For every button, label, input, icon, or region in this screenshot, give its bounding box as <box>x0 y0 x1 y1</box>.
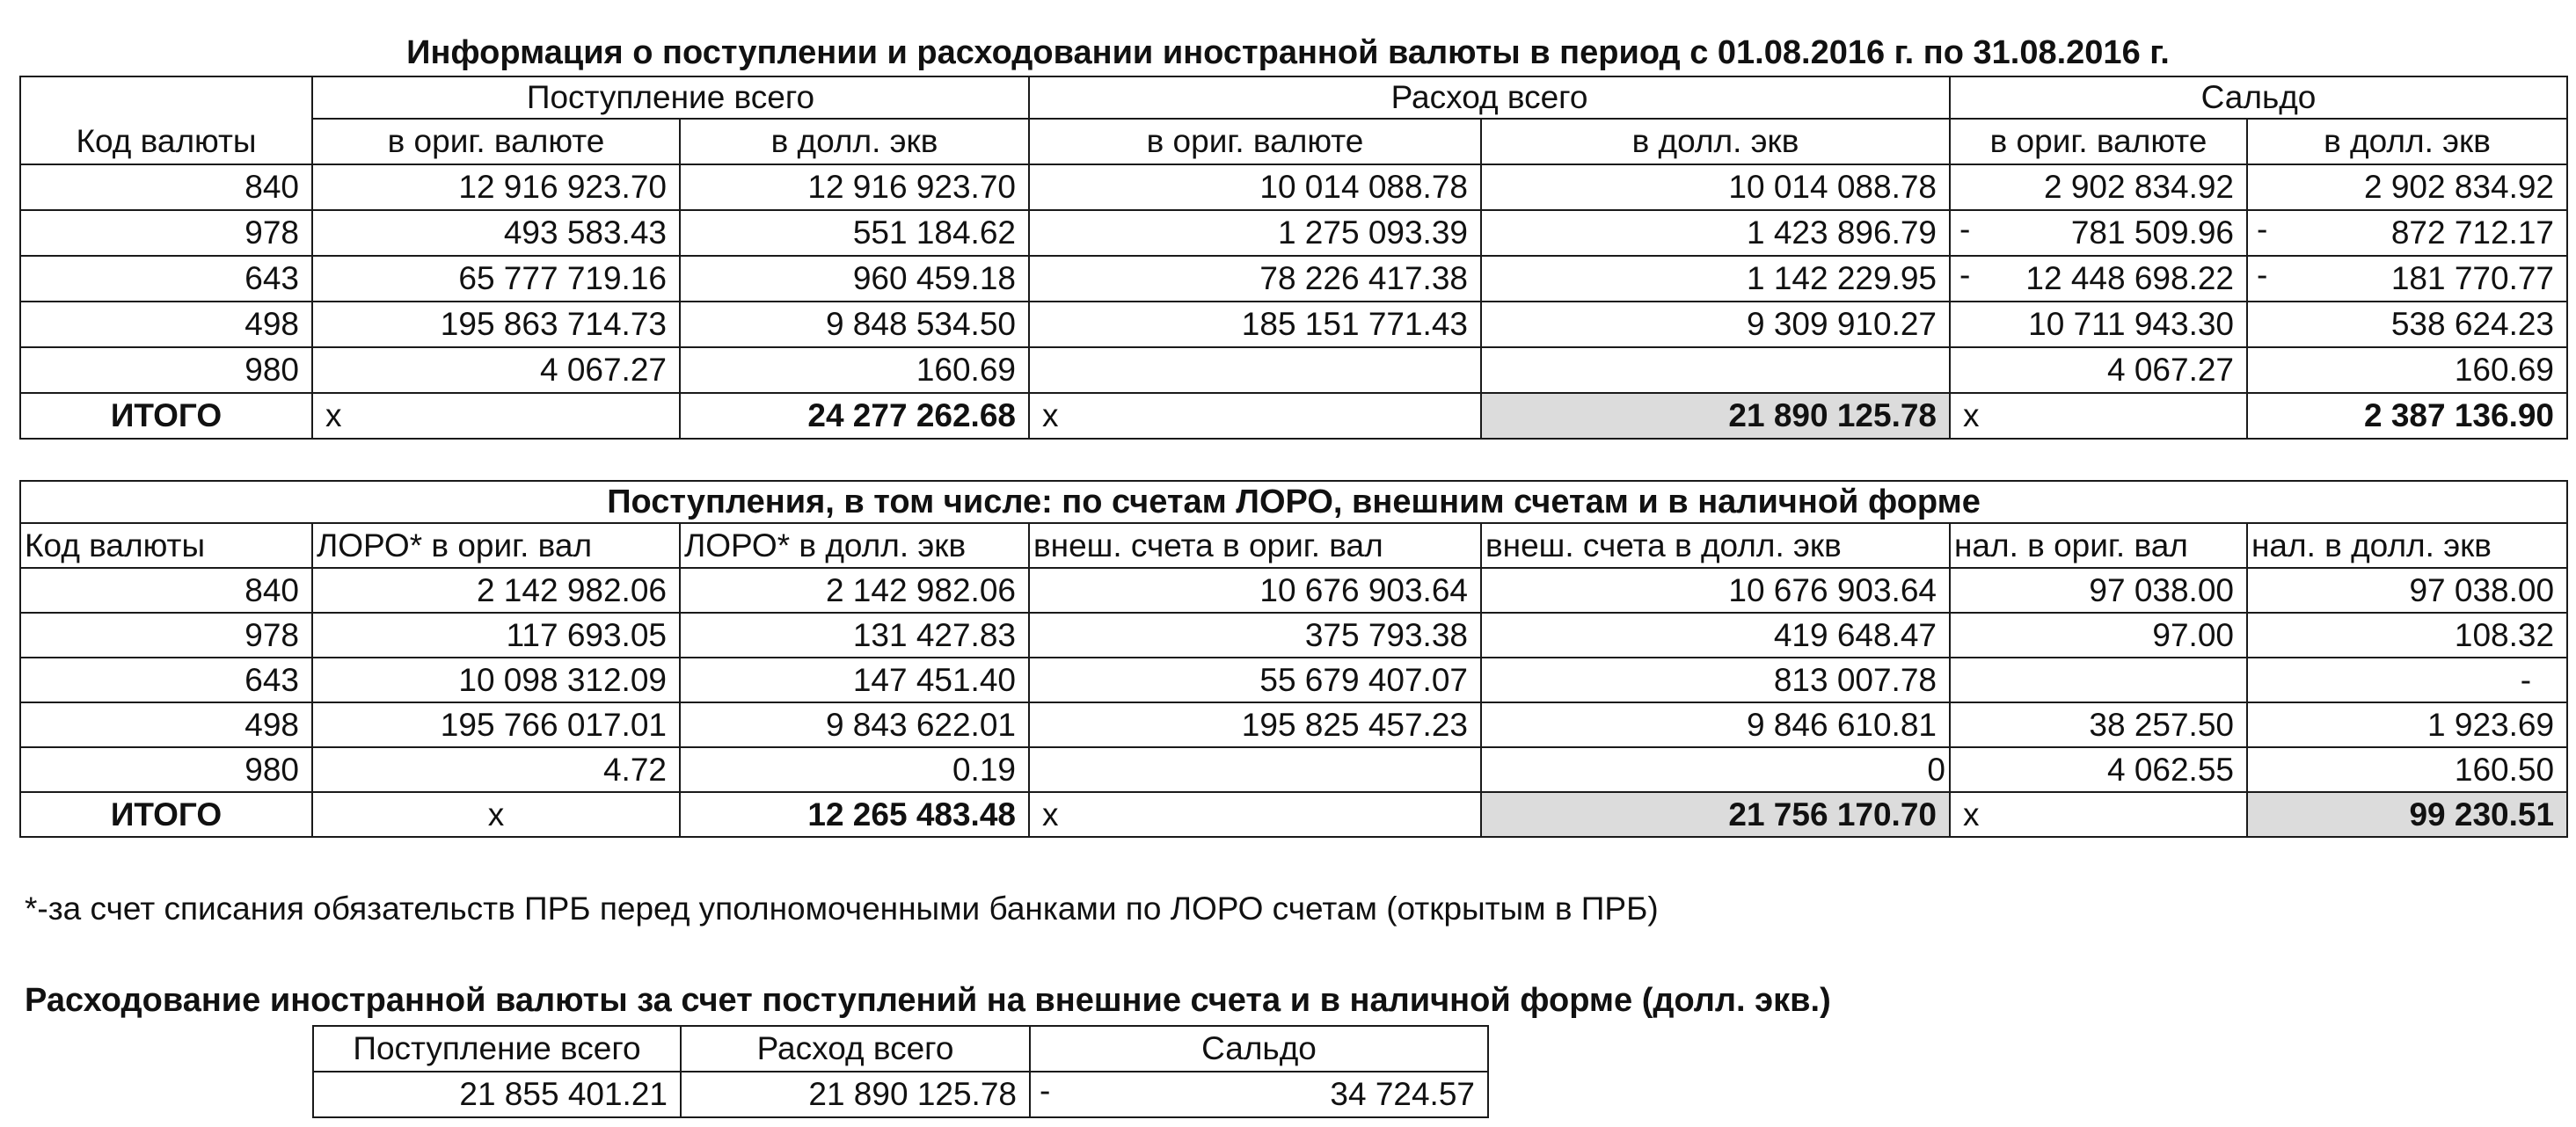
ext-usd: 419 648.47 <box>1481 613 1950 658</box>
total-row <box>20 393 2567 439</box>
balance-usd <box>2247 256 2567 302</box>
income-breakdown-table <box>19 480 2568 838</box>
column-header-code: Код валюты <box>20 523 312 568</box>
loro-usd: 0.19 <box>680 747 1029 792</box>
expense-orig: 78 226 417.38 <box>1029 256 1481 302</box>
summary-income: 21 855 401.21 <box>313 1072 681 1117</box>
column-header-loro-usd: ЛОРО* в долл. экв <box>680 523 1029 568</box>
table-row <box>20 210 2567 256</box>
currency-code: 643 <box>20 658 312 702</box>
summary-expense: 21 890 125.78 <box>681 1072 1030 1117</box>
expense-orig: 1 275 093.39 <box>1029 210 1481 256</box>
income-orig: 12 916 923.70 <box>312 164 680 210</box>
subheader-expense-orig: в ориг. валюте <box>1029 119 1481 164</box>
ext-orig: 195 825 457.23 <box>1029 702 1481 747</box>
column-header-income: Поступление всего <box>313 1026 681 1072</box>
balance-usd-value: 181 770.77 <box>2390 260 2555 296</box>
summary-balance <box>1030 1072 1488 1117</box>
income-usd: 160.69 <box>680 347 1029 393</box>
income-orig: 65 777 719.16 <box>312 256 680 302</box>
table-row <box>20 164 2567 210</box>
table-row <box>20 613 2567 658</box>
minus-sign: - <box>1959 257 1971 293</box>
column-header-ext-orig: внеш. счета в ориг. вал <box>1029 523 1481 568</box>
currency-code: 643 <box>20 256 312 302</box>
subheader-balance-usd: в долл. экв <box>2247 119 2567 164</box>
column-header-code: Код валюты <box>20 76 312 164</box>
minus-sign: - <box>2257 257 2268 293</box>
loro-usd: 2 142 982.06 <box>680 568 1029 613</box>
expense-usd: 1 423 896.79 <box>1481 210 1950 256</box>
ext-usd: 0 <box>1481 747 1950 792</box>
income-usd: 9 848 534.50 <box>680 302 1029 347</box>
cash-orig: 38 257.50 <box>1950 702 2247 747</box>
balance-orig <box>1950 347 2247 393</box>
balance-usd <box>2247 347 2567 393</box>
total-expense-orig: x <box>1029 393 1481 439</box>
total-loro-usd: 12 265 483.48 <box>680 792 1029 837</box>
total-balance-usd: 2 387 136.90 <box>2247 393 2567 439</box>
expense-orig: 10 014 088.78 <box>1029 164 1481 210</box>
table-title: Поступления, в том числе: по счетам ЛОРО, внешним счетам и в наличной форме <box>20 481 2567 523</box>
balance-usd-value: 2 902 834.92 <box>2363 169 2555 205</box>
ext-usd: 813 007.78 <box>1481 658 1950 702</box>
currency-code: 498 <box>20 702 312 747</box>
currency-code: 980 <box>20 747 312 792</box>
report-title: Информация о поступлении и расходовании иностранной валюты в период с 01.08.2016 г. по 31.08.2016 г. <box>406 34 2170 71</box>
total-balance-orig: x <box>1950 393 2247 439</box>
ext-orig: 10 676 903.64 <box>1029 568 1481 613</box>
balance-orig-value: 4 067.27 <box>2106 352 2235 388</box>
currency-code: 978 <box>20 210 312 256</box>
cash-orig <box>1950 658 2247 702</box>
subheader-balance-orig: в ориг. валюте <box>1950 119 2247 164</box>
loro-orig: 2 142 982.06 <box>312 568 680 613</box>
loro-usd: 9 843 622.01 <box>680 702 1029 747</box>
cash-orig: 97 038.00 <box>1950 568 2247 613</box>
total-ext-usd: 21 756 170.70 <box>1481 792 1950 837</box>
income-orig: 195 863 714.73 <box>312 302 680 347</box>
cash-orig: 97.00 <box>1950 613 2247 658</box>
total-cash-usd: 99 230.51 <box>2247 792 2567 837</box>
balance-usd-value: 872 712.17 <box>2390 214 2555 251</box>
table-row <box>20 568 2567 613</box>
ext-orig <box>1029 747 1481 792</box>
spending-summary-table <box>312 1025 1489 1118</box>
cash-usd: 160.50 <box>2247 747 2567 792</box>
currency-code: 840 <box>20 568 312 613</box>
cash-usd: 1 923.69 <box>2247 702 2567 747</box>
cash-usd: 108.32 <box>2247 613 2567 658</box>
ext-orig: 55 679 407.07 <box>1029 658 1481 702</box>
income-expense-table <box>19 76 2568 440</box>
balance-orig-value: 781 509.96 <box>2070 214 2235 251</box>
column-header-cash-usd: нал. в долл. экв <box>2247 523 2567 568</box>
minus-sign: - <box>1040 1072 1051 1109</box>
currency-code: 498 <box>20 302 312 347</box>
total-label: ИТОГО <box>20 393 312 439</box>
minus-sign: - <box>1959 211 1971 247</box>
currency-code: 978 <box>20 613 312 658</box>
ext-usd: 9 846 610.81 <box>1481 702 1950 747</box>
table-header-row <box>20 523 2567 568</box>
loro-orig: 4.72 <box>312 747 680 792</box>
group-header-expense: Расход всего <box>1029 76 1950 119</box>
ext-usd: 10 676 903.64 <box>1481 568 1950 613</box>
balance-usd <box>2247 164 2567 210</box>
total-cash-orig: x <box>1950 792 2247 837</box>
total-ext-orig: x <box>1029 792 1481 837</box>
summary-balance-value: 34 724.57 <box>1330 1076 1475 1112</box>
subheader-income-orig: в ориг. валюте <box>312 119 680 164</box>
income-orig: 493 583.43 <box>312 210 680 256</box>
total-label: ИТОГО <box>20 792 312 837</box>
currency-code: 980 <box>20 347 312 393</box>
balance-orig <box>1950 164 2247 210</box>
table-title-row <box>20 481 2567 523</box>
footnote: *-за счет списания обязательств ПРБ перед уполномоченными банками по ЛОРО счетам (открытым в ПРБ) <box>25 891 1659 927</box>
total-row <box>20 792 2567 837</box>
balance-orig <box>1950 302 2247 347</box>
column-header-expense: Расход всего <box>681 1026 1030 1072</box>
balance-orig <box>1950 210 2247 256</box>
income-usd: 12 916 923.70 <box>680 164 1029 210</box>
ext-orig: 375 793.38 <box>1029 613 1481 658</box>
loro-orig: 195 766 017.01 <box>312 702 680 747</box>
subheader-income-usd: в долл. экв <box>680 119 1029 164</box>
group-header-balance: Сальдо <box>1950 76 2567 119</box>
table-row <box>20 302 2567 347</box>
income-orig: 4 067.27 <box>312 347 680 393</box>
balance-usd-value: 538 624.23 <box>2390 306 2555 342</box>
table-row <box>20 702 2567 747</box>
loro-orig: 117 693.05 <box>312 613 680 658</box>
group-header-income: Поступление всего <box>312 76 1029 119</box>
expense-usd: 9 309 910.27 <box>1481 302 1950 347</box>
expense-usd: 10 014 088.78 <box>1481 164 1950 210</box>
total-income-usd: 24 277 262.68 <box>680 393 1029 439</box>
cash-orig: 4 062.55 <box>1950 747 2247 792</box>
balance-usd-value: 160.69 <box>2454 352 2555 388</box>
total-income-orig: x <box>312 393 680 439</box>
expense-orig <box>1029 347 1481 393</box>
loro-usd: 147 451.40 <box>680 658 1029 702</box>
total-expense-usd: 21 890 125.78 <box>1481 393 1950 439</box>
total-loro-orig: x <box>312 792 680 837</box>
table-header-row <box>20 76 2567 119</box>
table-subheader-row <box>20 119 2567 164</box>
income-usd: 551 184.62 <box>680 210 1029 256</box>
column-header-loro-orig: ЛОРО* в ориг. вал <box>312 523 680 568</box>
table-row <box>313 1072 1488 1117</box>
balance-usd <box>2247 210 2567 256</box>
balance-usd <box>2247 302 2567 347</box>
table-row <box>20 347 2567 393</box>
expense-usd: 1 142 229.95 <box>1481 256 1950 302</box>
balance-orig-value: 12 448 698.22 <box>2025 260 2235 296</box>
cash-usd: - <box>2247 658 2567 702</box>
table-header-row <box>313 1026 1488 1072</box>
table-row <box>20 658 2567 702</box>
subheader-expense-usd: в долл. экв <box>1481 119 1950 164</box>
cash-usd: 97 038.00 <box>2247 568 2567 613</box>
minus-sign: - <box>2257 211 2268 247</box>
balance-orig-value: 10 711 943.30 <box>2028 306 2235 342</box>
loro-usd: 131 427.83 <box>680 613 1029 658</box>
table-row <box>20 256 2567 302</box>
income-usd: 960 459.18 <box>680 256 1029 302</box>
column-header-balance: Сальдо <box>1030 1026 1488 1072</box>
expense-usd <box>1481 347 1950 393</box>
loro-orig: 10 098 312.09 <box>312 658 680 702</box>
section-title: Расходование иностранной валюты за счет поступлений на внешние счета и в наличной форме (долл. экв.) <box>25 982 1831 1019</box>
balance-orig-value: 2 902 834.92 <box>2043 169 2235 205</box>
table-row <box>20 747 2567 792</box>
expense-orig: 185 151 771.43 <box>1029 302 1481 347</box>
column-header-ext-usd: внеш. счета в долл. экв <box>1481 523 1950 568</box>
balance-orig <box>1950 256 2247 302</box>
column-header-cash-orig: нал. в ориг. вал <box>1950 523 2247 568</box>
currency-code: 840 <box>20 164 312 210</box>
